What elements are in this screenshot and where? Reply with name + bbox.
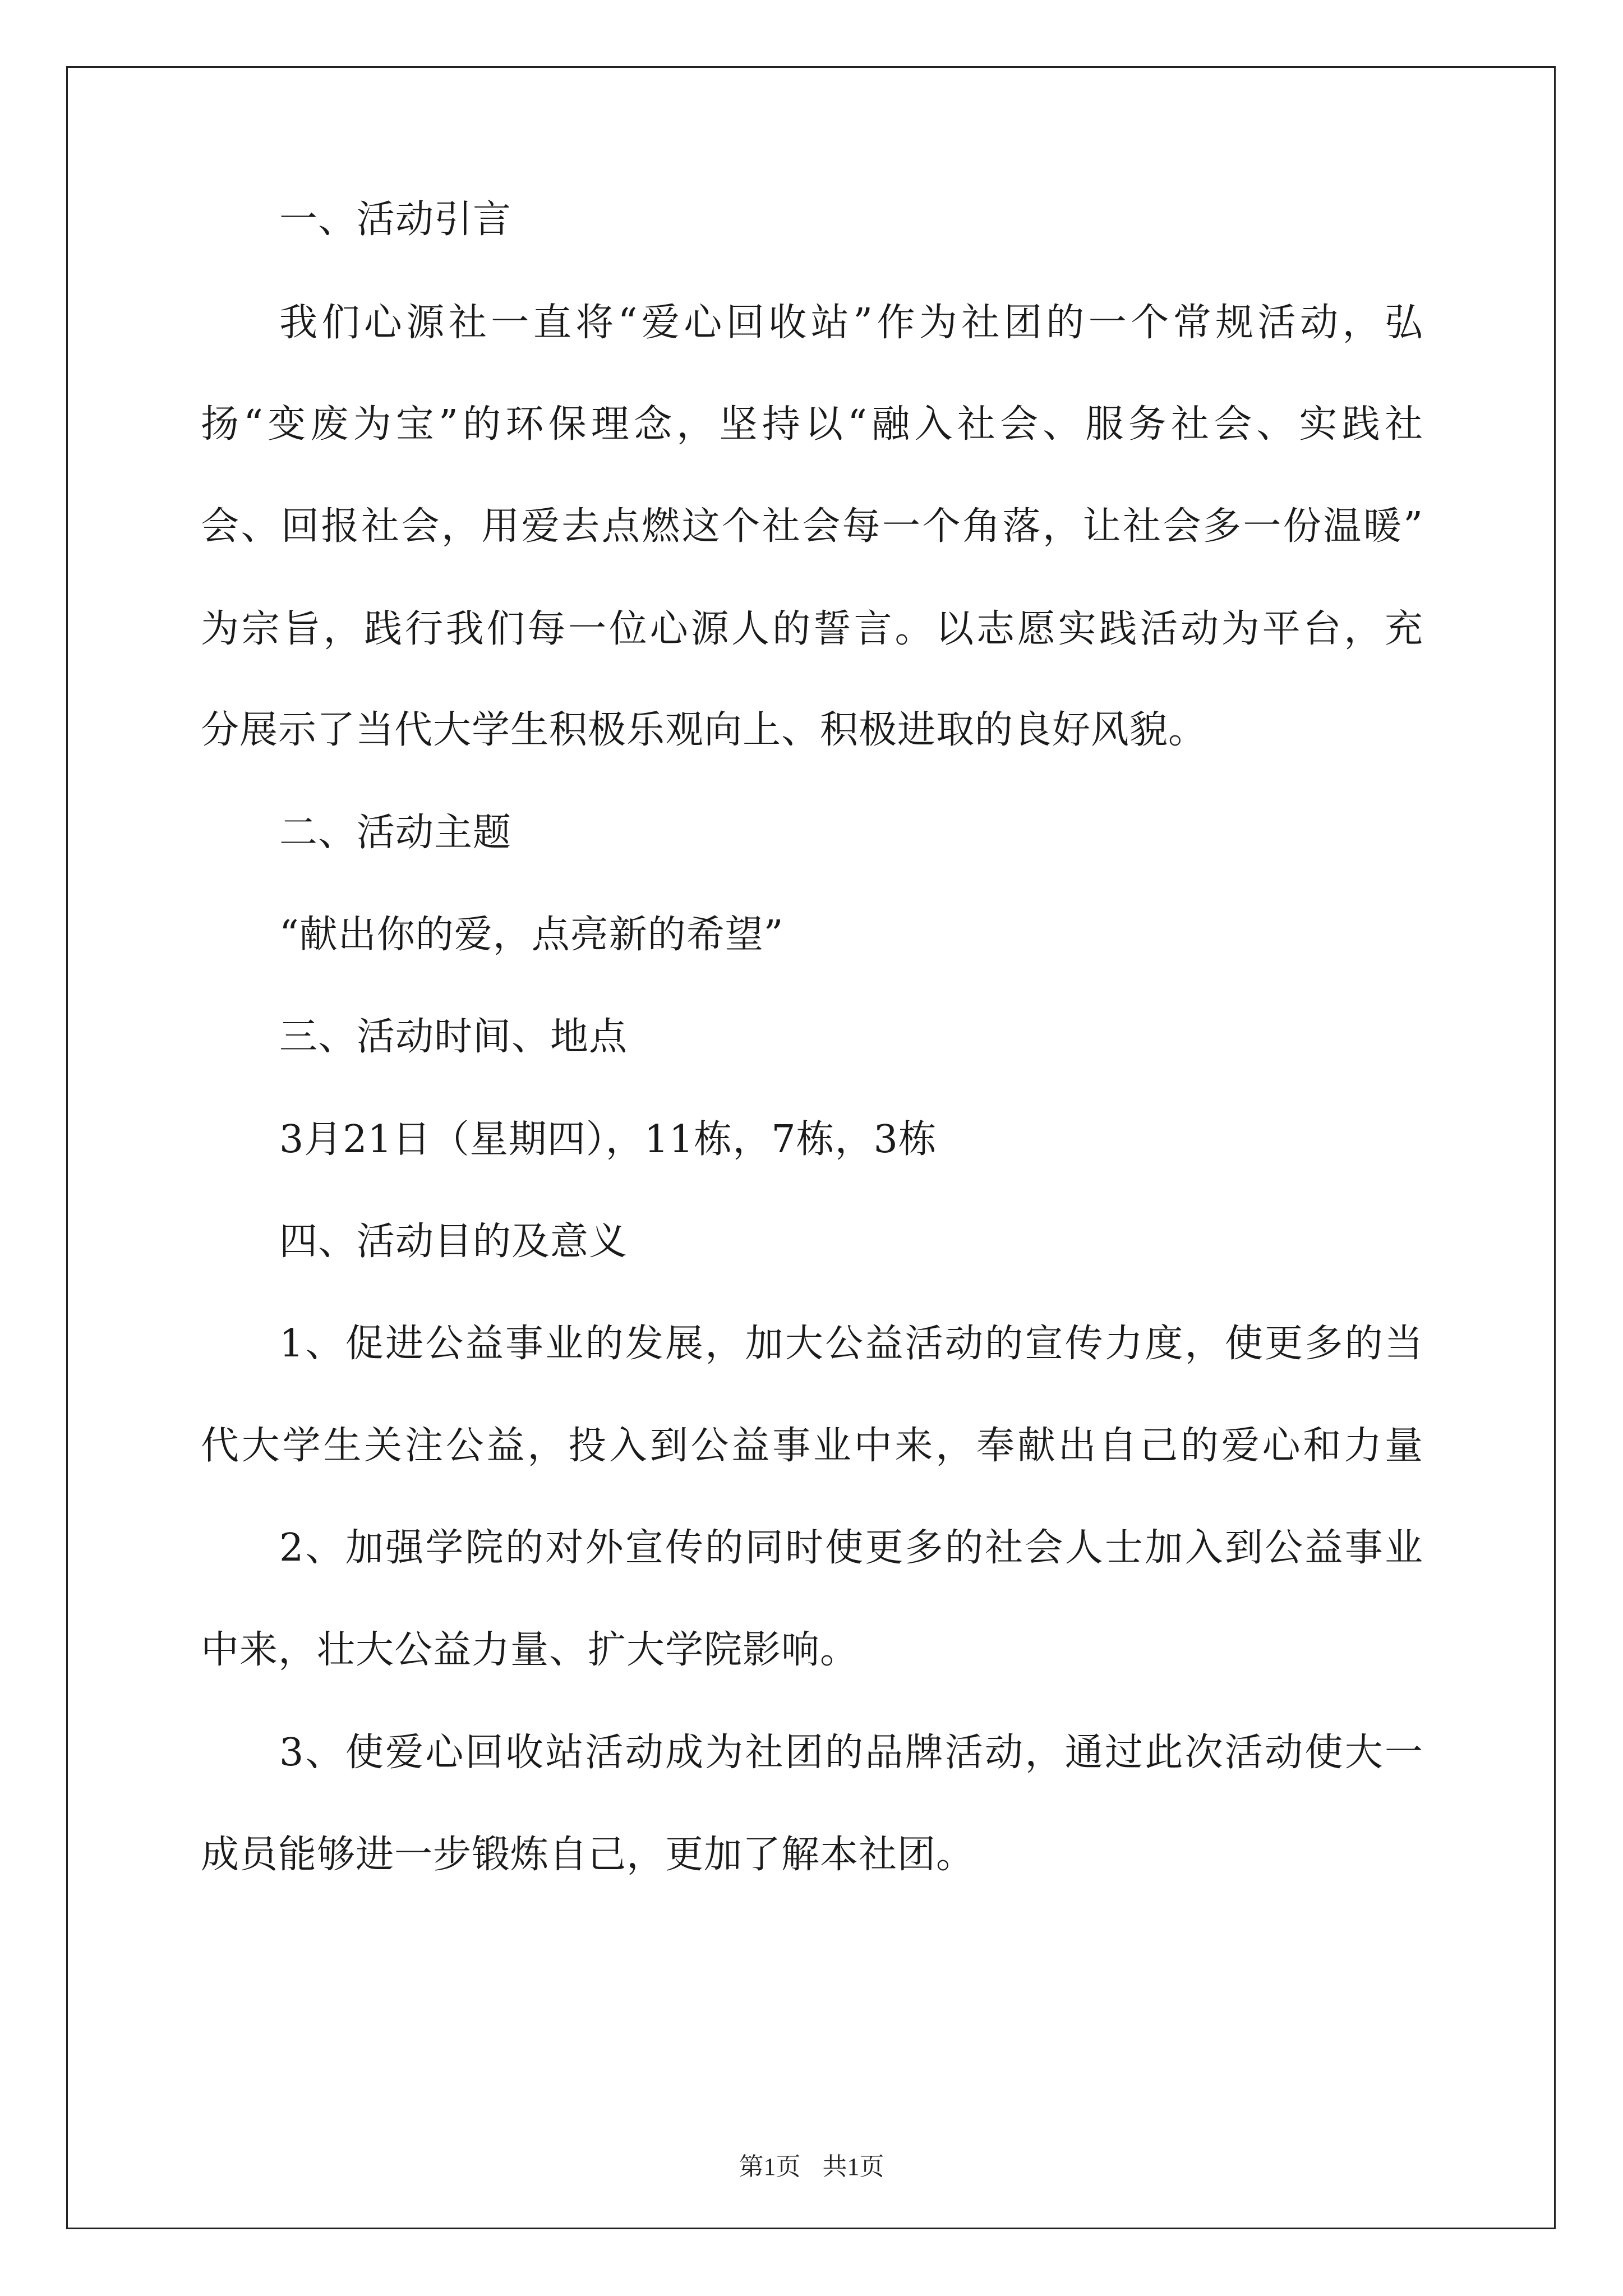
purpose-item-3-line: 成员能够进一步锻炼自己，更加了解本社团。 — [201, 1833, 975, 1877]
section-heading-purpose: 四、活动目的及意义 — [279, 1220, 628, 1264]
purpose-item-1-line: 代大学生关注公益，投入到公益事业中来，奉献出自己的爱心和力量 — [201, 1424, 1423, 1468]
page-number: 第1页 — [739, 2153, 801, 2180]
purpose-item-3-line: 3、使爱心回收站活动成为社团的品牌活动，通过此次活动使大一 — [279, 1731, 1423, 1775]
purpose-item-1-line: 1、促进公益事业的发展，加大公益活动的宣传力度，使更多的当 — [279, 1322, 1423, 1366]
purpose-item-2-line: 中来，壮大公益力量、扩大学院影响。 — [201, 1628, 859, 1672]
theme-slogan: “献出你的爱，点亮新的希望” — [279, 913, 784, 957]
purpose-item-2-line: 2、加强学院的对外宣传的同时使更多的社会人士加入到公益事业 — [279, 1526, 1423, 1570]
page-footer — [0, 2146, 1623, 2182]
page-total: 共1页 — [822, 2153, 884, 2180]
paragraph-line: 为宗旨，践行我们每一位心源人的誓言。以志愿实践活动为平台，充 — [201, 607, 1423, 651]
time-place-text: 3月21日（星期四），11栋，7栋，3栋 — [279, 1117, 937, 1162]
paragraph-line: 扬“变废为宝”的环保理念，坚持以“融入社会、服务社会、实践社 — [201, 402, 1423, 447]
paragraph-line: 我们心源社一直将“爱心回收站”作为社团的一个常规活动，弘 — [279, 301, 1423, 345]
paragraph-line: 会、回报社会，用爱去点燃这个社会每一个角落，让社会多一份温暖” — [201, 504, 1423, 549]
section-heading-intro: 一、活动引言 — [279, 197, 512, 242]
section-heading-time-place: 三、活动时间、地点 — [279, 1015, 628, 1059]
paragraph-line: 分展示了当代大学生积极乐观向上、积极进取的良好风貌。 — [201, 708, 1207, 752]
section-heading-theme: 二、活动主题 — [279, 811, 512, 855]
